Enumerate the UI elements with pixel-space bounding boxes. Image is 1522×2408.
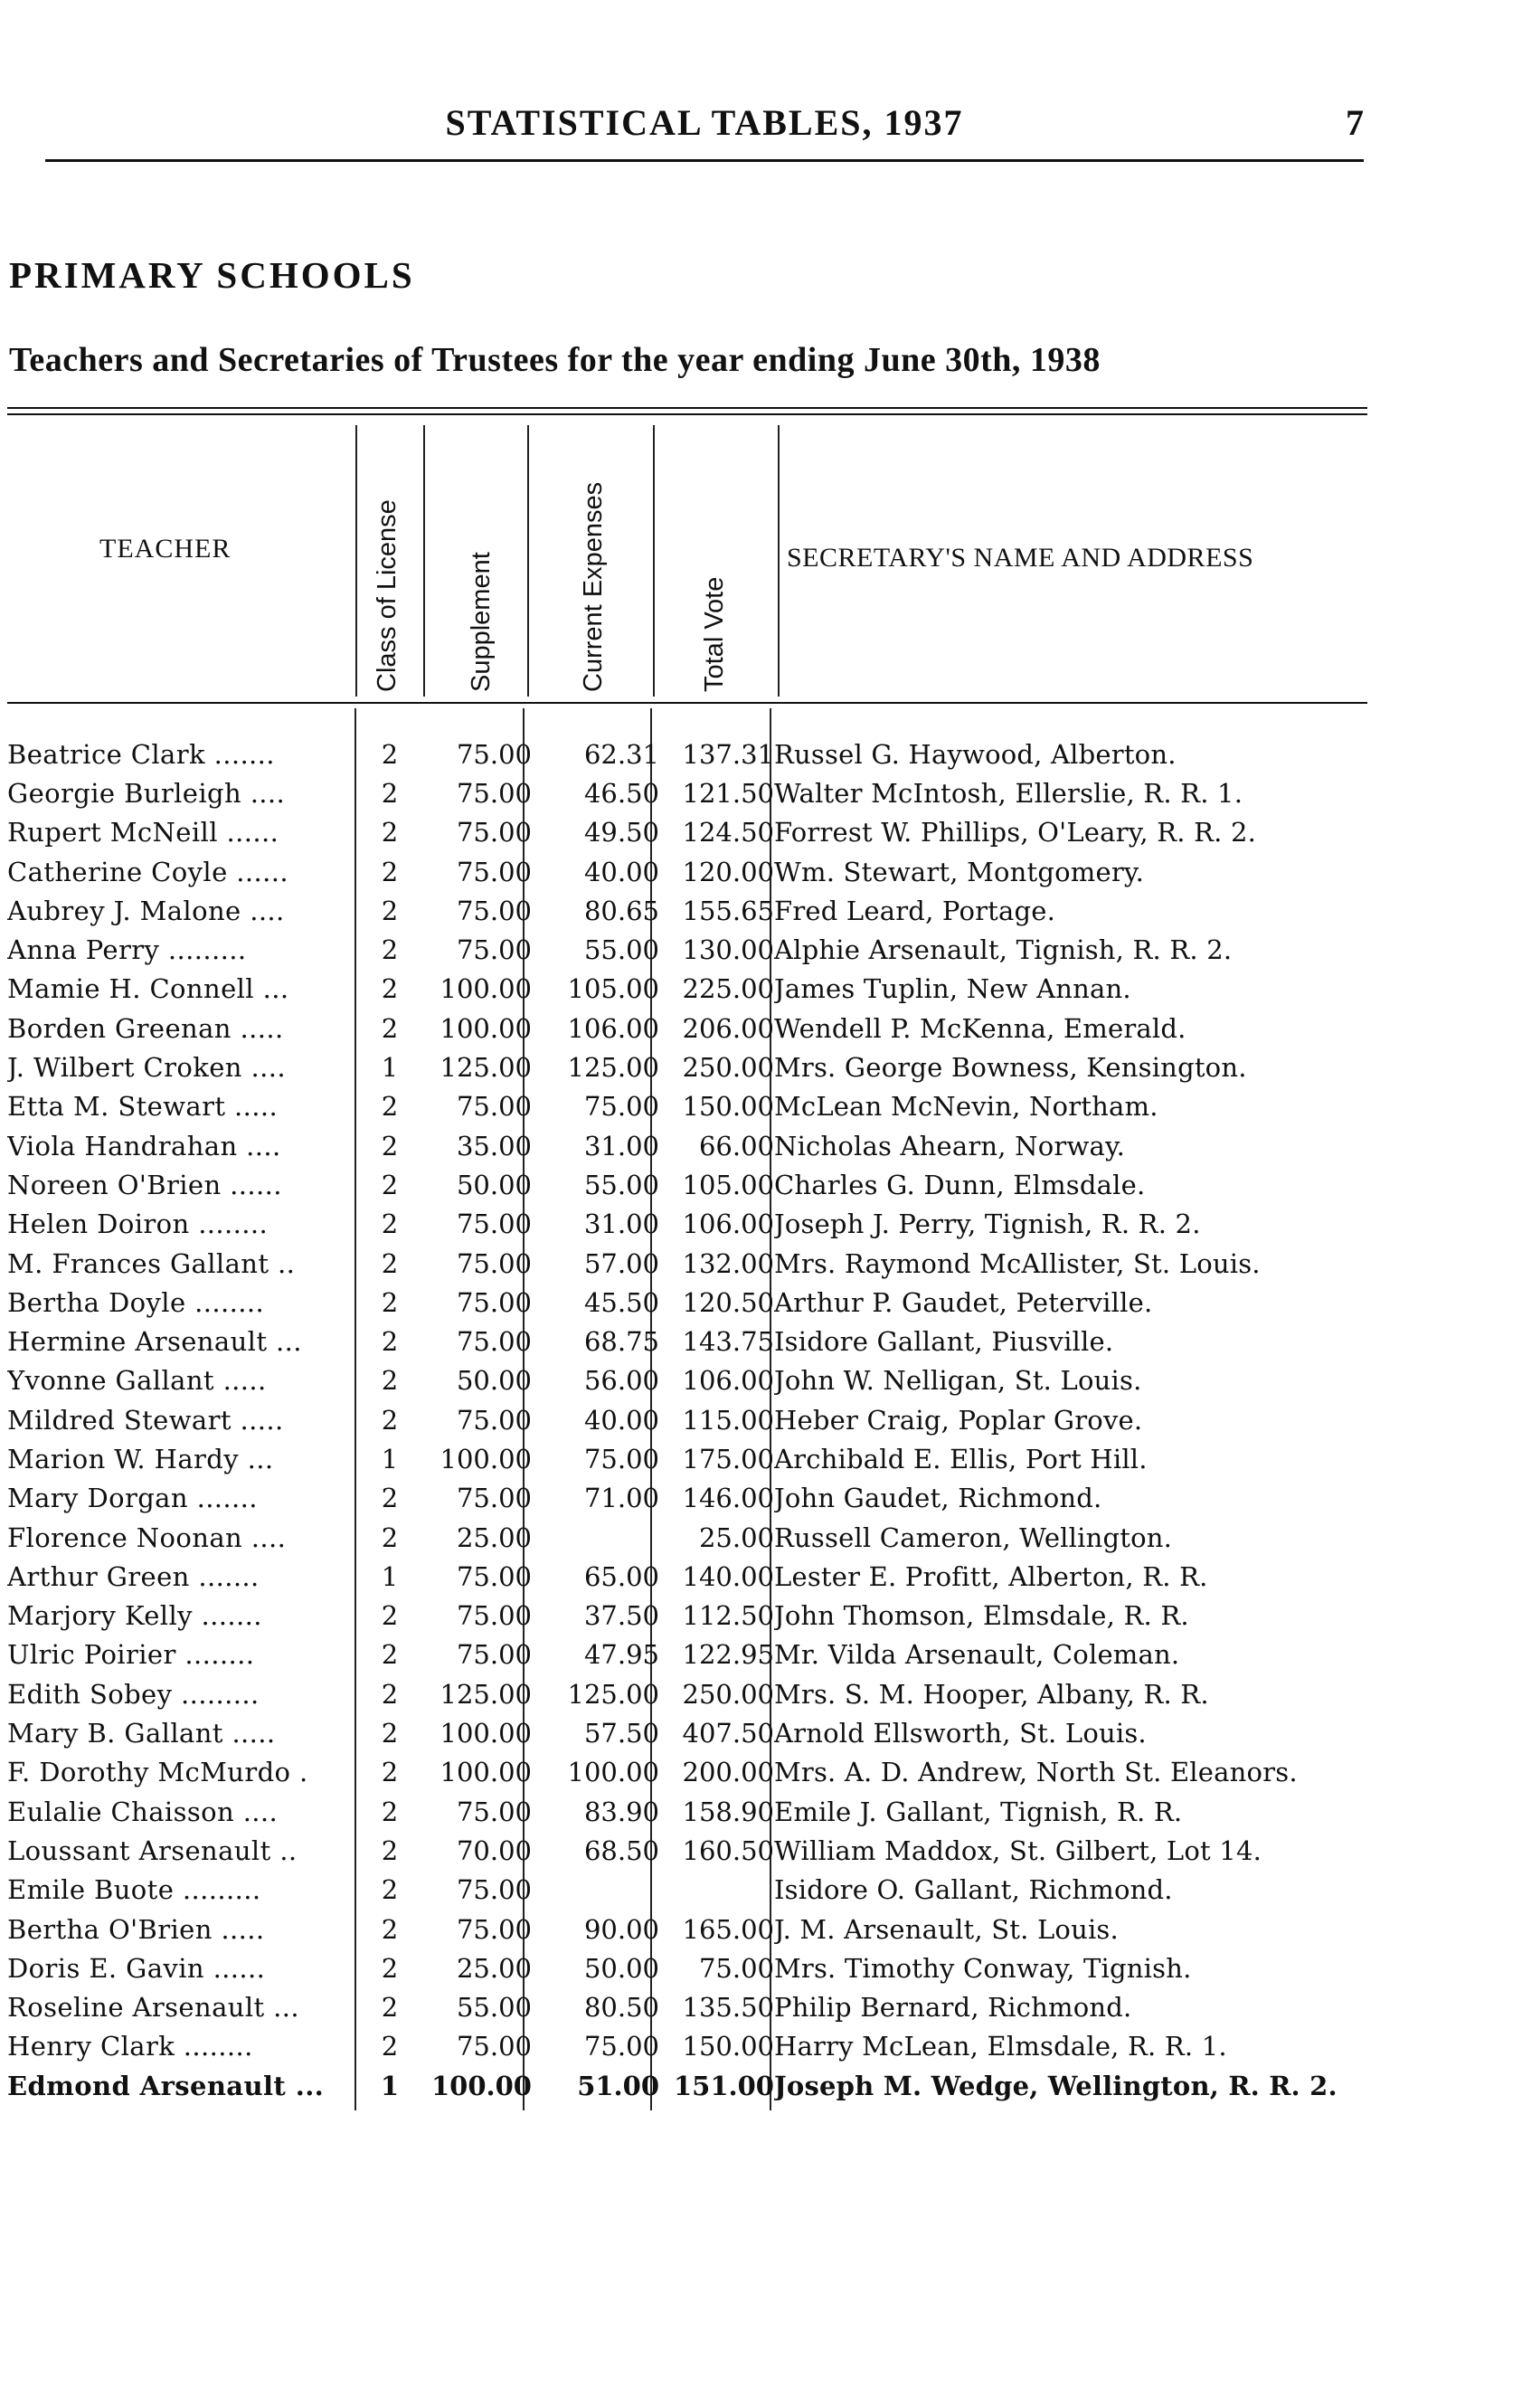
table-row (7, 891, 1371, 930)
table-row (7, 1557, 1371, 1596)
table-row (7, 1361, 1371, 1400)
total-vote: 146.00 (682, 1483, 774, 1514)
supplement: 75.00 (456, 777, 532, 809)
supplement: 75.00 (456, 2031, 532, 2062)
total-vote: 75.00 (698, 1952, 774, 1984)
teacher-name: Bertha O'Brien ..... (7, 1913, 265, 1945)
class-of-license: 1 (381, 1443, 399, 1474)
table-row (7, 1126, 1371, 1165)
class-of-license: 2 (381, 1483, 399, 1514)
current-expenses: 100.00 (567, 1757, 659, 1788)
secretary-name-address: Isidore O. Gallant, Richmond. (774, 1874, 1173, 1906)
secretary-name-address: Charles G. Dunn, Elmsdale. (774, 1169, 1146, 1200)
total-vote: 124.50 (682, 817, 774, 848)
total-vote (659, 1871, 774, 1910)
supplement: 75.00 (456, 1404, 532, 1436)
supplement: 100.00 (440, 1757, 532, 1788)
total-vote: 120.50 (682, 1286, 774, 1318)
class-of-license: 2 (381, 2031, 399, 2062)
total-vote: 175.00 (682, 1443, 774, 1474)
table-row (7, 1400, 1371, 1439)
current-expenses: 90.00 (583, 1913, 659, 1945)
column-header-class-of-license: Class of License (373, 499, 402, 692)
secretary-name-address: Wm. Stewart, Montgomery. (774, 856, 1145, 887)
table-row (7, 2066, 1371, 2105)
current-expenses: 50.00 (583, 1952, 659, 1984)
current-expenses: 75.00 (583, 1091, 659, 1123)
current-expenses: 40.00 (583, 856, 659, 887)
supplement: 75.00 (456, 1091, 532, 1123)
table-row (7, 1087, 1371, 1126)
table-top-rule (7, 407, 1367, 409)
secretary-name-address: Emile J. Gallant, Tignish, R. R. (774, 1796, 1183, 1827)
secretary-name-address: Philip Bernard, Richmond. (774, 1992, 1132, 2024)
total-vote: 137.31 (682, 738, 774, 770)
secretary-name-address: Mr. Vilda Arsenault, Coleman. (774, 1639, 1180, 1671)
total-vote: 206.00 (682, 1012, 774, 1044)
secretary-name-address: Alphie Arsenault, Tignish, R. R. 2. (774, 934, 1233, 966)
table-row (7, 1753, 1371, 1792)
supplement: 75.00 (456, 1796, 532, 1827)
class-of-license: 2 (381, 817, 399, 848)
table-top-rule-inner (7, 413, 1367, 415)
secretary-name-address: Harry McLean, Elmsdale, R. R. 1. (774, 2031, 1227, 2062)
current-expenses: 68.50 (583, 1834, 659, 1866)
current-expenses: 57.50 (583, 1718, 659, 1749)
total-vote: 158.90 (682, 1796, 774, 1827)
current-expenses: 46.50 (583, 777, 659, 809)
current-expenses: 31.00 (583, 1209, 659, 1240)
total-vote: 66.00 (698, 1130, 774, 1161)
supplement: 75.00 (456, 1639, 532, 1671)
teacher-name: Ulric Poirier ........ (7, 1639, 255, 1671)
table-row (7, 813, 1371, 852)
total-vote: 165.00 (682, 1913, 774, 1945)
current-expenses (532, 1518, 659, 1557)
current-expenses: 31.00 (583, 1130, 659, 1161)
column-header-teacher: TEACHER (99, 534, 232, 564)
supplement: 75.00 (456, 1600, 532, 1632)
teacher-name: Edith Sobey ......... (7, 1678, 260, 1710)
current-expenses: 51.00 (577, 2070, 659, 2101)
teacher-name: Bertha Doyle ........ (7, 1286, 265, 1318)
teacher-name: Marion W. Hardy ... (7, 1443, 274, 1474)
table-row (7, 1910, 1371, 1948)
teacher-name: Georgie Burleigh .... (7, 777, 286, 809)
class-of-license: 2 (381, 1796, 399, 1827)
table-row (7, 1518, 1371, 1557)
secretary-name-address: McLean McNevin, Northam. (774, 1091, 1158, 1123)
running-title: STATISTICAL TABLES, 1937 (445, 102, 964, 143)
total-vote: 25.00 (698, 1522, 774, 1553)
supplement: 75.00 (456, 1209, 532, 1240)
class-of-license: 2 (381, 1130, 399, 1161)
table-row (7, 1597, 1371, 1635)
current-expenses: 83.90 (583, 1796, 659, 1827)
secretary-name-address: Joseph J. Perry, Tignish, R. R. 2. (774, 1209, 1201, 1240)
secretary-name-address: James Tuplin, New Annan. (774, 973, 1131, 1005)
class-of-license: 1 (381, 1560, 399, 1592)
secretary-name-address: Isidore Gallant, Piusville. (774, 1326, 1114, 1358)
total-vote: 151.00 (674, 2070, 774, 2101)
table-row (7, 1322, 1371, 1360)
supplement: 75.00 (456, 1874, 532, 1906)
supplement: 125.00 (440, 1678, 532, 1710)
table-row (7, 1244, 1371, 1283)
header-rule (45, 159, 1364, 162)
column-header-current-expenses: Current Expenses (579, 481, 608, 692)
column-header-supplement: Supplement (467, 552, 496, 692)
current-expenses: 62.31 (583, 738, 659, 770)
secretary-name-address: Fred Leard, Portage. (774, 895, 1056, 926)
teacher-name: Loussant Arsenault .. (7, 1834, 298, 1866)
current-expenses: 56.00 (583, 1365, 659, 1397)
teacher-name: Borden Greenan ..... (7, 1012, 284, 1044)
total-vote: 130.00 (682, 934, 774, 966)
class-of-license: 2 (381, 934, 399, 966)
teacher-name: Marjory Kelly ....... (7, 1600, 262, 1632)
secretary-name-address: John Gaudet, Richmond. (774, 1483, 1102, 1514)
class-of-license: 2 (381, 1834, 399, 1866)
class-of-license: 2 (381, 738, 399, 770)
total-vote: 121.50 (682, 777, 774, 809)
current-expenses: 125.00 (567, 1052, 659, 1084)
current-expenses: 80.65 (583, 895, 659, 926)
teacher-name: Edmond Arsenault ... (7, 2070, 325, 2101)
secretary-name-address: Walter McIntosh, Ellerslie, R. R. 1. (774, 777, 1243, 809)
class-of-license: 2 (381, 1639, 399, 1671)
table-row (7, 1048, 1371, 1086)
header-divider (355, 425, 357, 697)
current-expenses: 80.50 (583, 1992, 659, 2024)
class-of-license: 2 (381, 1091, 399, 1123)
table-row (7, 1439, 1371, 1478)
teacher-name: Mamie H. Connell ... (7, 973, 289, 1005)
table-row (7, 1635, 1371, 1674)
supplement: 75.00 (456, 1286, 532, 1318)
teacher-name: Florence Noonan .... (7, 1522, 287, 1553)
secretary-name-address: Archibald E. Ellis, Port Hill. (774, 1443, 1148, 1474)
class-of-license: 2 (381, 1404, 399, 1436)
teacher-name: Doris E. Gavin ...... (7, 1952, 266, 1984)
total-vote: 150.00 (682, 2031, 774, 2062)
class-of-license: 2 (381, 1169, 399, 1200)
teacher-name: Emile Buote ......... (7, 1874, 261, 1906)
teacher-name: Aubrey J. Malone .... (7, 895, 285, 926)
secretary-name-address: Mrs. George Bowness, Kensington. (774, 1052, 1247, 1084)
supplement: 75.00 (456, 1560, 532, 1592)
table-row (7, 1948, 1371, 1987)
header-divider (653, 425, 655, 697)
total-vote: 106.00 (682, 1365, 774, 1397)
supplement: 75.00 (456, 895, 532, 926)
total-vote: 250.00 (682, 1052, 774, 1084)
supplement: 75.00 (456, 934, 532, 966)
teacher-name: Hermine Arsenault ... (7, 1326, 302, 1358)
teacher-name: F. Dorothy McMurdo . (7, 1757, 308, 1788)
supplement: 100.00 (440, 1718, 532, 1749)
class-of-license: 2 (381, 1012, 399, 1044)
supplement: 75.00 (456, 856, 532, 887)
class-of-license: 2 (381, 856, 399, 887)
table-row (7, 852, 1371, 891)
header-bottom-rule (7, 702, 1367, 704)
table-row (7, 1479, 1371, 1518)
total-vote: 250.00 (682, 1678, 774, 1710)
class-of-license: 2 (381, 1247, 399, 1279)
teacher-name: Rupert McNeill ...... (7, 817, 279, 848)
supplement: 75.00 (456, 1326, 532, 1358)
current-expenses: 75.00 (583, 1443, 659, 1474)
class-of-license: 2 (381, 973, 399, 1005)
current-expenses: 55.00 (583, 934, 659, 966)
total-vote: 105.00 (682, 1169, 774, 1200)
total-vote: 135.50 (682, 1992, 774, 2024)
secretary-name-address: Lester E. Profitt, Alberton, R. R. (774, 1560, 1208, 1592)
class-of-license: 2 (381, 1874, 399, 1906)
class-of-license: 2 (381, 895, 399, 926)
class-of-license: 2 (381, 1209, 399, 1240)
current-expenses: 68.75 (583, 1326, 659, 1358)
teacher-name: Beatrice Clark ....... (7, 738, 275, 770)
table-row (7, 2027, 1371, 2066)
class-of-license: 2 (381, 1757, 399, 1788)
secretary-name-address: John W. Nelligan, St. Louis. (774, 1365, 1142, 1397)
table-row (7, 1165, 1371, 1204)
current-expenses: 75.00 (583, 2031, 659, 2062)
secretary-name-address: William Maddox, St. Gilbert, Lot 14. (774, 1834, 1262, 1866)
total-vote: 150.00 (682, 1091, 774, 1123)
current-expenses: 55.00 (583, 1169, 659, 1200)
total-vote: 106.00 (682, 1209, 774, 1240)
class-of-license: 2 (381, 1326, 399, 1358)
supplement: 75.00 (456, 1913, 532, 1945)
class-of-license: 2 (381, 777, 399, 809)
current-expenses (532, 1871, 659, 1910)
table-row (7, 930, 1371, 969)
class-of-license: 2 (381, 1522, 399, 1553)
supplement: 100.00 (440, 1012, 532, 1044)
total-vote: 112.50 (682, 1600, 774, 1632)
class-of-license: 2 (381, 1952, 399, 1984)
teacher-name: Arthur Green ....... (7, 1560, 260, 1592)
secretary-name-address: John Thomson, Elmsdale, R. R. (774, 1600, 1189, 1632)
secretary-name-address: Russel G. Haywood, Alberton. (774, 738, 1177, 770)
table-row (7, 1674, 1371, 1713)
supplement: 100.00 (440, 973, 532, 1005)
teacher-name: Eulalie Chaisson .... (7, 1796, 279, 1827)
teacher-name: Etta M. Stewart ..... (7, 1091, 279, 1123)
supplement: 100.00 (440, 1443, 532, 1474)
class-of-license: 2 (381, 1992, 399, 2024)
teacher-name: Catherine Coyle ...... (7, 856, 288, 887)
supplement: 25.00 (456, 1952, 532, 1984)
table-row (7, 1792, 1371, 1831)
total-vote: 120.00 (682, 856, 774, 887)
supplement: 125.00 (440, 1052, 532, 1084)
supplement: 75.00 (456, 1483, 532, 1514)
teacher-name: Mary B. Gallant ..... (7, 1718, 276, 1749)
total-vote: 115.00 (682, 1404, 774, 1436)
class-of-license: 1 (381, 1052, 399, 1084)
table-row (7, 1988, 1371, 2027)
page-number: 7 (1346, 102, 1364, 143)
secretary-name-address: Arnold Ellsworth, St. Louis. (774, 1718, 1147, 1749)
total-vote: 122.95 (682, 1639, 774, 1671)
class-of-license: 2 (381, 1600, 399, 1632)
teacher-name: Anna Perry ......... (7, 934, 247, 966)
current-expenses: 47.95 (583, 1639, 659, 1671)
secretary-name-address: Forrest W. Phillips, O'Leary, R. R. 2. (774, 817, 1257, 848)
class-of-license: 2 (381, 1718, 399, 1749)
teacher-name: Roseline Arsenault ... (7, 1992, 300, 2024)
current-expenses: 40.00 (583, 1404, 659, 1436)
current-expenses: 45.50 (583, 1286, 659, 1318)
secretary-name-address: Heber Craig, Poplar Grove. (774, 1404, 1143, 1436)
total-vote: 407.50 (682, 1718, 774, 1749)
total-vote: 160.50 (682, 1834, 774, 1866)
secretary-name-address: Arthur P. Gaudet, Peterville. (774, 1286, 1153, 1318)
supplement: 25.00 (456, 1522, 532, 1553)
table-row (7, 735, 1371, 773)
table-row (7, 1871, 1371, 1910)
class-of-license: 2 (381, 1286, 399, 1318)
table-row (7, 773, 1371, 812)
class-of-license: 2 (381, 1678, 399, 1710)
current-expenses: 37.50 (583, 1600, 659, 1632)
table-row (7, 1009, 1371, 1048)
current-expenses: 105.00 (567, 973, 659, 1005)
teachers-table (7, 735, 1371, 2105)
total-vote: 200.00 (682, 1757, 774, 1788)
teacher-name: M. Frances Gallant .. (7, 1247, 296, 1279)
table-row (7, 1831, 1371, 1870)
secretary-name-address: Russell Cameron, Wellington. (774, 1522, 1173, 1553)
header-divider (778, 425, 780, 697)
total-vote: 140.00 (682, 1560, 774, 1592)
secretary-name-address: Wendell P. McKenna, Emerald. (774, 1012, 1186, 1044)
header-divider (527, 425, 529, 697)
teacher-name: Helen Doiron ........ (7, 1209, 269, 1240)
current-expenses: 125.00 (567, 1678, 659, 1710)
secretary-name-address: Mrs. S. M. Hooper, Albany, R. R. (774, 1678, 1209, 1710)
teacher-name: Mary Dorgan ....... (7, 1483, 258, 1514)
current-expenses: 65.00 (583, 1560, 659, 1592)
section-title: PRIMARY SCHOOLS (9, 254, 415, 296)
supplement: 55.00 (456, 1992, 532, 2024)
supplement: 70.00 (456, 1834, 532, 1866)
supplement: 50.00 (456, 1169, 532, 1200)
class-of-license: 2 (381, 1365, 399, 1397)
supplement: 75.00 (456, 1247, 532, 1279)
running-head (45, 101, 1364, 154)
secretary-name-address: J. M. Arsenault, St. Louis. (774, 1913, 1119, 1945)
current-expenses: 71.00 (583, 1483, 659, 1514)
table-row (7, 1713, 1371, 1752)
supplement: 75.00 (456, 817, 532, 848)
column-header-secretary: SECRETARY'S NAME AND ADDRESS (787, 543, 1254, 573)
secretary-name-address: Mrs. A. D. Andrew, North St. Eleanors. (774, 1757, 1298, 1788)
secretary-name-address: Nicholas Ahearn, Norway. (774, 1130, 1126, 1161)
total-vote: 143.75 (682, 1326, 774, 1358)
supplement: 50.00 (456, 1365, 532, 1397)
table-row (7, 1283, 1371, 1322)
teacher-name: Viola Handrahan .... (7, 1130, 281, 1161)
secretary-name-address: Mrs. Raymond McAllister, St. Louis. (774, 1247, 1261, 1279)
supplement: 75.00 (456, 738, 532, 770)
column-header-total-vote: Total Vote (700, 576, 729, 692)
teacher-name: Noreen O'Brien ...... (7, 1169, 282, 1200)
table-row (7, 1205, 1371, 1244)
table-subtitle: Teachers and Secretaries of Trustees for the year ending June 30th, 1938 (9, 341, 1101, 379)
total-vote: 225.00 (682, 973, 774, 1005)
teacher-name: Henry Clark ........ (7, 2031, 253, 2062)
secretary-name-address: Joseph M. Wedge, Wellington, R. R. 2. (774, 2070, 1338, 2101)
current-expenses: 57.00 (583, 1247, 659, 1279)
total-vote: 132.00 (682, 1247, 774, 1279)
teacher-name: Mildred Stewart ..... (7, 1404, 284, 1436)
supplement: 35.00 (456, 1130, 532, 1161)
class-of-license: 1 (380, 2070, 400, 2101)
class-of-license: 2 (381, 1913, 399, 1945)
teacher-name: J. Wilbert Croken .... (7, 1052, 286, 1084)
secretary-name-address: Mrs. Timothy Conway, Tignish. (774, 1952, 1192, 1984)
table-row (7, 970, 1371, 1009)
supplement: 100.00 (431, 2070, 532, 2101)
current-expenses: 49.50 (583, 817, 659, 848)
teacher-name: Yvonne Gallant ..... (7, 1365, 267, 1397)
total-vote: 155.65 (682, 895, 774, 926)
current-expenses: 106.00 (567, 1012, 659, 1044)
header-divider (423, 425, 425, 697)
